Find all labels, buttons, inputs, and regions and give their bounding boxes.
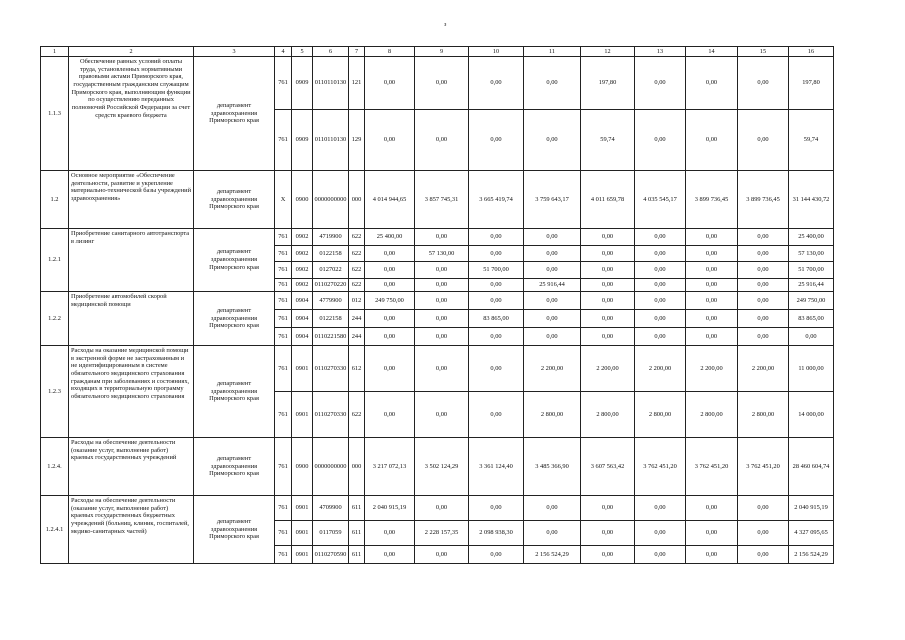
amount-cell: 0,00 — [635, 310, 686, 328]
amount-cell: 0,00 — [686, 546, 738, 564]
amount-cell: 3 899 736,45 — [686, 171, 738, 229]
amount-cell: 0,00 — [415, 292, 469, 310]
header-cell: 13 — [635, 47, 686, 57]
amount-cell: 0,00 — [365, 245, 415, 262]
header-cell: 4 — [275, 47, 292, 57]
budget-code-cell: 611 — [349, 521, 365, 546]
budget-code-cell: 0117059 — [313, 521, 349, 546]
budget-code-cell: 4719900 — [313, 229, 349, 246]
responsible-executor: департамент здравоохранения Приморского края — [194, 346, 275, 438]
amount-cell: 0,00 — [524, 292, 581, 310]
budget-code-cell: 612 — [349, 346, 365, 392]
budget-code-cell: 0122158 — [313, 245, 349, 262]
amount-cell: 0,00 — [635, 328, 686, 346]
item-number: 1.2.3 — [41, 346, 69, 438]
budget-code-cell: 622 — [349, 262, 365, 279]
amount-cell: 2 040 915,19 — [365, 496, 415, 521]
item-number: 1.2.1 — [41, 229, 69, 292]
amount-cell: 0,00 — [365, 346, 415, 392]
budget-code-cell: 761 — [275, 57, 292, 110]
amount-cell: 249 750,00 — [365, 292, 415, 310]
amount-cell: 0,00 — [738, 546, 789, 564]
amount-cell: 0,00 — [415, 57, 469, 110]
amount-cell: 0,00 — [738, 496, 789, 521]
amount-cell: 0,00 — [686, 278, 738, 292]
amount-cell: 0,00 — [581, 328, 635, 346]
amount-cell: 0,00 — [738, 57, 789, 110]
budget-code-cell: 0909 — [292, 57, 313, 110]
budget-code-cell: 0901 — [292, 546, 313, 564]
budget-code-cell: 0904 — [292, 328, 313, 346]
amount-cell: 0,00 — [686, 521, 738, 546]
amount-cell: 0,00 — [524, 310, 581, 328]
amount-cell: 4 011 659,78 — [581, 171, 635, 229]
amount-cell: 25 916,44 — [789, 278, 834, 292]
budget-code-cell: 761 — [275, 392, 292, 438]
amount-cell: 0,00 — [415, 346, 469, 392]
budget-code-cell: 761 — [275, 496, 292, 521]
amount-cell: 0,00 — [581, 278, 635, 292]
header-cell: 11 — [524, 47, 581, 57]
amount-cell: 0,00 — [415, 262, 469, 279]
amount-cell: 3 217 072,13 — [365, 438, 415, 496]
amount-cell: 197,80 — [581, 57, 635, 110]
amount-cell: 3 762 451,20 — [686, 438, 738, 496]
budget-code-cell: 0902 — [292, 262, 313, 279]
amount-cell: 0,00 — [581, 546, 635, 564]
amount-cell: 25 400,00 — [365, 229, 415, 246]
amount-cell: 28 460 604,74 — [789, 438, 834, 496]
amount-cell: 0,00 — [738, 521, 789, 546]
amount-cell: 3 759 643,17 — [524, 171, 581, 229]
amount-cell: 0,00 — [686, 310, 738, 328]
amount-cell: 0,00 — [738, 292, 789, 310]
header-cell: 8 — [365, 47, 415, 57]
amount-cell: 4 014 944,65 — [365, 171, 415, 229]
amount-cell: 3 361 124,40 — [469, 438, 524, 496]
item-number: 1.2.4. — [41, 438, 69, 496]
budget-code-cell: 121 — [349, 57, 365, 110]
amount-cell: 0,00 — [469, 110, 524, 171]
amount-cell: 0,00 — [365, 310, 415, 328]
amount-cell: 0,00 — [469, 546, 524, 564]
amount-cell: 0,00 — [415, 392, 469, 438]
budget-code-cell: 0902 — [292, 229, 313, 246]
amount-cell: 0,00 — [738, 278, 789, 292]
amount-cell: 0,00 — [365, 521, 415, 546]
budget-code-cell: 244 — [349, 310, 365, 328]
amount-cell: 0,00 — [738, 110, 789, 171]
item-description: Расходы на обеспечение деятельности (оказание услуг, выполнение работ) краевых государственных бюджетных учреждений (больниц, клиник, госпиталей, медико-санитарных частей) — [69, 496, 194, 564]
amount-cell: 0,00 — [469, 328, 524, 346]
item-description: Расходы на оказание медицинской помощи в экстренной форме не застрахованным и не идентифицированным в системе обязательного медицинского страхования гражданам при заболеваниях и состояниях, входящих в территориальную программу обязательного медицинского страхования — [69, 346, 194, 438]
amount-cell: 0,00 — [469, 292, 524, 310]
amount-cell: 0,00 — [581, 292, 635, 310]
budget-code-cell: 622 — [349, 245, 365, 262]
budget-table — [40, 46, 834, 564]
budget-code-cell: 761 — [275, 521, 292, 546]
header-cell: 9 — [415, 47, 469, 57]
item-description: Приобретение санитарного автотранспорта в лизинг — [69, 229, 194, 292]
amount-cell: 0,00 — [524, 245, 581, 262]
amount-cell: 0,00 — [635, 229, 686, 246]
budget-code-cell: 129 — [349, 110, 365, 171]
header-cell: 5 — [292, 47, 313, 57]
amount-cell: 3 762 451,20 — [738, 438, 789, 496]
amount-cell: 2 040 915,19 — [789, 496, 834, 521]
responsible-executor: департамент здравоохранения Приморского края — [194, 292, 275, 346]
budget-code-cell: 761 — [275, 110, 292, 171]
amount-cell: 0,00 — [415, 328, 469, 346]
amount-cell: 0,00 — [581, 496, 635, 521]
amount-cell: 0,00 — [686, 292, 738, 310]
budget-code-cell: 0901 — [292, 521, 313, 546]
budget-code-cell: 761 — [275, 278, 292, 292]
amount-cell: 4 035 545,17 — [635, 171, 686, 229]
amount-cell: 0,00 — [635, 57, 686, 110]
item-description: Расходы на обеспечение деятельности (оказание услуг, выполнение работ) краевых государственных учреждений — [69, 438, 194, 496]
item-number: 1.2 — [41, 171, 69, 229]
amount-cell: 0,00 — [635, 262, 686, 279]
amount-cell: 83 865,00 — [469, 310, 524, 328]
amount-cell: 0,00 — [469, 245, 524, 262]
amount-cell: 2 800,00 — [686, 392, 738, 438]
budget-code-cell: 0110110130 — [313, 110, 349, 171]
amount-cell: 0,00 — [789, 328, 834, 346]
budget-code-cell: 761 — [275, 310, 292, 328]
budget-code-cell: 0900 — [292, 438, 313, 496]
budget-code-cell: 761 — [275, 229, 292, 246]
amount-cell: 0,00 — [365, 328, 415, 346]
header-cell: 14 — [686, 47, 738, 57]
amount-cell: 0,00 — [686, 110, 738, 171]
amount-cell: 2 200,00 — [581, 346, 635, 392]
amount-cell: 0,00 — [635, 110, 686, 171]
budget-code-cell: 0901 — [292, 392, 313, 438]
responsible-executor: департамент здравоохранения Приморского края — [194, 171, 275, 229]
budget-code-cell: 0900 — [292, 171, 313, 229]
budget-code-cell: 761 — [275, 438, 292, 496]
table-row — [41, 171, 834, 229]
amount-cell: 0,00 — [469, 57, 524, 110]
amount-cell: 0,00 — [365, 57, 415, 110]
header-cell: 6 — [313, 47, 349, 57]
amount-cell: 2 800,00 — [524, 392, 581, 438]
amount-cell: 0,00 — [469, 496, 524, 521]
amount-cell: 14 000,00 — [789, 392, 834, 438]
budget-code-cell: 622 — [349, 229, 365, 246]
budget-code-cell: 244 — [349, 328, 365, 346]
amount-cell: 59,74 — [581, 110, 635, 171]
budget-code-cell: 0000000000 — [313, 438, 349, 496]
budget-code-cell: 0127022 — [313, 262, 349, 279]
amount-cell: 0,00 — [415, 278, 469, 292]
budget-code-cell: 0901 — [292, 496, 313, 521]
budget-code-cell: 0000000000 — [313, 171, 349, 229]
budget-code-cell: 0110110130 — [313, 57, 349, 110]
budget-code-cell: 761 — [275, 328, 292, 346]
table-row — [41, 496, 834, 521]
budget-code-cell: 761 — [275, 546, 292, 564]
item-number: 1.2.4.1 — [41, 496, 69, 564]
amount-cell: 2 800,00 — [581, 392, 635, 438]
page-mark: з — [444, 22, 447, 28]
amount-cell: 3 762 451,20 — [635, 438, 686, 496]
amount-cell: 0,00 — [686, 229, 738, 246]
amount-cell: 2 800,00 — [635, 392, 686, 438]
header-cell: 12 — [581, 47, 635, 57]
amount-cell: 0,00 — [524, 57, 581, 110]
responsible-executor: департамент здравоохранения Приморского края — [194, 438, 275, 496]
amount-cell: 0,00 — [635, 292, 686, 310]
header-cell: 15 — [738, 47, 789, 57]
budget-code-cell: 0901 — [292, 346, 313, 392]
amount-cell: 0,00 — [415, 229, 469, 246]
table-row — [41, 438, 834, 496]
header-cell: 2 — [69, 47, 194, 57]
amount-cell: 0,00 — [581, 245, 635, 262]
amount-cell: 0,00 — [524, 110, 581, 171]
amount-cell: 51 700,00 — [469, 262, 524, 279]
amount-cell: 0,00 — [581, 310, 635, 328]
budget-table-body — [41, 47, 834, 564]
budget-code-cell: 0122158 — [313, 310, 349, 328]
amount-cell: 0,00 — [635, 496, 686, 521]
amount-cell: 0,00 — [738, 262, 789, 279]
budget-code-cell: 0110221580 — [313, 328, 349, 346]
amount-cell: 0,00 — [365, 546, 415, 564]
budget-code-cell: 0904 — [292, 292, 313, 310]
amount-cell: 0,00 — [686, 262, 738, 279]
budget-code-cell: 0902 — [292, 245, 313, 262]
amount-cell: 59,74 — [789, 110, 834, 171]
amount-cell: 2 156 524,29 — [789, 546, 834, 564]
amount-cell: 0,00 — [415, 310, 469, 328]
responsible-executor: департамент здравоохранения Приморского края — [194, 57, 275, 171]
amount-cell: 0,00 — [524, 262, 581, 279]
header-cell: 1 — [41, 47, 69, 57]
amount-cell: 0,00 — [686, 245, 738, 262]
table-row — [41, 292, 834, 310]
budget-code-cell: 761 — [275, 245, 292, 262]
amount-cell: 3 485 366,90 — [524, 438, 581, 496]
budget-code-cell: 611 — [349, 546, 365, 564]
budget-code-cell: 012 — [349, 292, 365, 310]
budget-code-cell: 761 — [275, 292, 292, 310]
amount-cell: 0,00 — [469, 392, 524, 438]
table-row — [41, 57, 834, 110]
header-cell: 10 — [469, 47, 524, 57]
item-number: 1.2.2 — [41, 292, 69, 346]
amount-cell: 3 607 563,42 — [581, 438, 635, 496]
amount-cell: 0,00 — [738, 229, 789, 246]
budget-code-cell: 000 — [349, 171, 365, 229]
amount-cell: 0,00 — [365, 278, 415, 292]
budget-code-cell: 611 — [349, 496, 365, 521]
responsible-executor: департамент здравоохранения Приморского края — [194, 496, 275, 564]
amount-cell: 51 700,00 — [789, 262, 834, 279]
amount-cell: 0,00 — [635, 245, 686, 262]
amount-cell: 57 130,00 — [789, 245, 834, 262]
amount-cell: 57 130,00 — [415, 245, 469, 262]
budget-code-cell: Х — [275, 171, 292, 229]
amount-cell: 4 327 095,65 — [789, 521, 834, 546]
amount-cell: 2 156 524,29 — [524, 546, 581, 564]
item-description: Основное мероприятие «Обеспечение деятельности, развитие и укрепление материально-технической базы учреждений здравоохранения» — [69, 171, 194, 229]
header-cell: 16 — [789, 47, 834, 57]
amount-cell: 25 916,44 — [524, 278, 581, 292]
amount-cell: 0,00 — [469, 229, 524, 246]
amount-cell: 2 200,00 — [686, 346, 738, 392]
amount-cell: 2 200,00 — [738, 346, 789, 392]
budget-code-cell: 761 — [275, 346, 292, 392]
budget-code-cell: 4709900 — [313, 496, 349, 521]
item-description: Приобретение автомобилей скорой медицинской помощи — [69, 292, 194, 346]
amount-cell: 11 000,00 — [789, 346, 834, 392]
amount-cell: 0,00 — [469, 278, 524, 292]
amount-cell: 0,00 — [415, 496, 469, 521]
amount-cell: 2 800,00 — [738, 392, 789, 438]
header-cell: 3 — [194, 47, 275, 57]
amount-cell: 0,00 — [524, 328, 581, 346]
amount-cell: 0,00 — [581, 262, 635, 279]
amount-cell: 0,00 — [469, 346, 524, 392]
amount-cell: 2 200,00 — [635, 346, 686, 392]
item-description: Обеспечение равных условий оплаты труда, установленных нормативными правовыми актами Приморского края, государственным гражданским служащим Приморского края, выполняющим функции по осуществлению переданных полномочий Российской Федерации за счет средств краевого бюджета — [69, 57, 194, 171]
amount-cell: 0,00 — [524, 496, 581, 521]
amount-cell: 31 144 430,72 — [789, 171, 834, 229]
budget-code-cell: 0110270220 — [313, 278, 349, 292]
amount-cell: 0,00 — [686, 57, 738, 110]
amount-cell: 25 400,00 — [789, 229, 834, 246]
amount-cell: 0,00 — [365, 110, 415, 171]
budget-code-cell: 0110270330 — [313, 346, 349, 392]
amount-cell: 3 857 745,31 — [415, 171, 469, 229]
item-number: 1.1.3 — [41, 57, 69, 171]
amount-cell: 0,00 — [581, 229, 635, 246]
amount-cell: 3 899 736,45 — [738, 171, 789, 229]
amount-cell: 0,00 — [738, 328, 789, 346]
amount-cell: 83 865,00 — [789, 310, 834, 328]
amount-cell: 0,00 — [365, 392, 415, 438]
amount-cell: 2 098 938,30 — [469, 521, 524, 546]
budget-code-cell: 622 — [349, 278, 365, 292]
amount-cell: 0,00 — [635, 546, 686, 564]
amount-cell: 0,00 — [686, 328, 738, 346]
amount-cell: 0,00 — [365, 262, 415, 279]
amount-cell: 0,00 — [581, 521, 635, 546]
header-row — [41, 47, 834, 57]
amount-cell: 0,00 — [635, 521, 686, 546]
amount-cell: 0,00 — [415, 546, 469, 564]
amount-cell: 0,00 — [738, 245, 789, 262]
amount-cell: 197,80 — [789, 57, 834, 110]
table-row — [41, 229, 834, 246]
budget-code-cell: 0110270330 — [313, 392, 349, 438]
responsible-executor: департамент здравоохранения Приморского края — [194, 229, 275, 292]
budget-code-cell: 761 — [275, 262, 292, 279]
budget-code-cell: 622 — [349, 392, 365, 438]
amount-cell: 0,00 — [635, 278, 686, 292]
amount-cell: 249 750,00 — [789, 292, 834, 310]
amount-cell: 2 228 157,35 — [415, 521, 469, 546]
budget-code-cell: 0909 — [292, 110, 313, 171]
amount-cell: 2 200,00 — [524, 346, 581, 392]
amount-cell: 0,00 — [415, 110, 469, 171]
budget-code-cell: 0110270590 — [313, 546, 349, 564]
amount-cell: 0,00 — [738, 310, 789, 328]
table-row — [41, 346, 834, 392]
budget-code-cell: 4779900 — [313, 292, 349, 310]
amount-cell: 0,00 — [686, 496, 738, 521]
amount-cell: 0,00 — [524, 229, 581, 246]
amount-cell: 3 502 124,29 — [415, 438, 469, 496]
amount-cell: 3 665 419,74 — [469, 171, 524, 229]
budget-code-cell: 000 — [349, 438, 365, 496]
amount-cell: 0,00 — [524, 521, 581, 546]
header-cell: 7 — [349, 47, 365, 57]
budget-code-cell: 0904 — [292, 310, 313, 328]
budget-code-cell: 0902 — [292, 278, 313, 292]
